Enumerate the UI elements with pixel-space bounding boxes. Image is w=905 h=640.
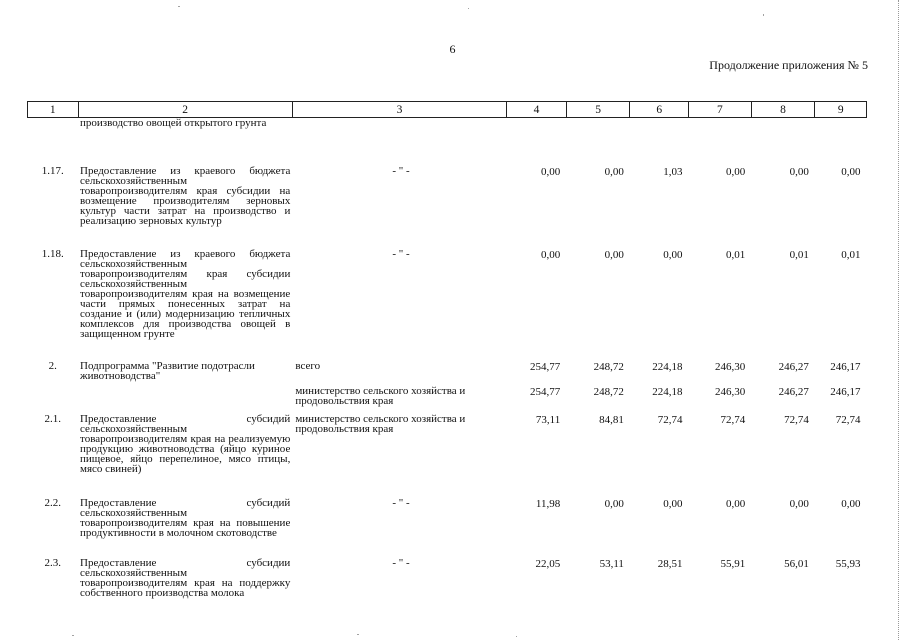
row-value: 224,18	[652, 360, 683, 373]
row-number: 2.2.	[44, 496, 62, 509]
row-number: 2.	[48, 359, 57, 372]
row-value: 0,00	[604, 248, 624, 261]
row-value: 246,30	[714, 360, 746, 373]
row-value: 0,00	[725, 165, 746, 178]
row-value: 0,00	[604, 165, 624, 178]
header-cell: 4	[507, 102, 567, 118]
row-value	[566, 118, 630, 166]
header-cell: 8	[751, 102, 815, 118]
row-value: 246,30	[714, 385, 746, 398]
row-number	[28, 118, 79, 166]
row-value: 0,00	[841, 497, 861, 510]
row-value: 0,00	[604, 497, 624, 510]
table-row	[28, 498, 867, 558]
row-value: 72,74	[784, 413, 809, 426]
row-value: 11,98	[535, 497, 561, 510]
row-source: всего	[295, 359, 321, 372]
row-value: 55,91	[720, 557, 746, 570]
table-row	[28, 118, 867, 166]
row-number: 1.18.	[41, 247, 64, 260]
header-cell: 9	[815, 102, 867, 118]
row-value: 0,01	[725, 248, 746, 261]
table-row	[28, 558, 867, 618]
table-row	[28, 386, 867, 414]
row-value: 246,17	[830, 385, 861, 398]
row-value: 248,72	[593, 385, 624, 398]
row-description: Предоставление субсидий сельскохозяйственным товаропроизводителям края на реализуемую продукцию животноводства (яйцо куриное пищевое, яйцо перепелиное, мясо птицы, мясо свиней)	[80, 412, 291, 475]
header-cell: 5	[566, 102, 630, 118]
row-description: Предоставление из краевого бюджета сельскохозяйственным товаропроизводителям края субсидии сельскохозяйственным товаропроизводителям края на возмещение части прямых понесенных затрат на создание и (или) модернизацию тепличных комплексов для производства овощей в защищенном грунте	[80, 247, 291, 340]
row-description: Предоставление субсидии сельскохозяйственным товаропроизводителям края на поддержку собственного производства молока	[80, 556, 291, 599]
row-value	[751, 118, 815, 166]
continuation-label: Продолжение приложения № 5	[709, 58, 868, 72]
header-cell: 1	[28, 102, 79, 118]
table-row	[28, 166, 867, 249]
row-value	[630, 118, 689, 166]
row-number: 2.1.	[44, 412, 62, 425]
header-cell: 7	[689, 102, 752, 118]
row-description	[78, 386, 292, 414]
row-value: 254,77	[530, 360, 561, 373]
row-value: 248,72	[593, 360, 624, 373]
row-value: 0,00	[541, 248, 561, 261]
row-description: производство овощей открытого грунта	[80, 117, 267, 129]
row-value: 72,74	[835, 413, 861, 426]
row-value: 56,01	[784, 557, 809, 570]
table-row	[28, 414, 867, 498]
row-value: 0,00	[841, 165, 861, 178]
row-source: - " -	[392, 496, 410, 509]
row-value: 246,17	[830, 360, 861, 373]
row-value: 0,00	[725, 497, 746, 510]
row-number	[28, 386, 79, 414]
row-value: 22,05	[535, 557, 561, 570]
row-value: 73,11	[535, 413, 561, 426]
row-value: 0,00	[541, 165, 561, 178]
scan-edge	[897, 0, 899, 640]
row-value: 55,93	[835, 557, 861, 570]
row-value: 53,11	[599, 557, 624, 570]
scan-speck	[516, 636, 517, 637]
page-number: 6	[449, 42, 456, 56]
scan-speck	[468, 8, 469, 9]
row-source: - " -	[392, 556, 410, 569]
row-value: 0,00	[789, 497, 809, 510]
appendix-table	[27, 101, 867, 618]
scan-speck	[763, 14, 764, 16]
row-value: 0,01	[789, 248, 809, 261]
row-value: 72,74	[657, 413, 683, 426]
row-source	[292, 118, 506, 166]
row-value: 246,27	[778, 360, 809, 373]
row-value: 28,51	[657, 557, 683, 570]
row-value: 84,81	[599, 413, 624, 426]
header-cell: 2	[78, 102, 292, 118]
row-description: Подпрограмма "Развитие подотрасли животноводства"	[80, 359, 255, 382]
row-value: 1,03	[663, 165, 683, 178]
row-value: 0,00	[663, 497, 683, 510]
row-value: 0,00	[663, 248, 683, 261]
row-source: министерство сельского хозяйства и продовольствия края	[295, 384, 466, 407]
scan-speck	[72, 635, 74, 636]
row-description: Предоставление из краевого бюджета сельскохозяйственным товаропроизводителям края субсидии на возмещение производителям зерновых культур части затрат на производство и реализацию зерновых культур	[80, 164, 291, 227]
row-description: Предоставление субсидий сельскохозяйственным товаропроизводителям края на повышение продуктивности в молочном скотоводстве	[80, 496, 291, 539]
row-value: 0,01	[841, 248, 861, 261]
scan-speck	[357, 634, 359, 635]
row-number: 2.3.	[44, 556, 62, 569]
row-value: 224,18	[652, 385, 683, 398]
row-value	[507, 118, 567, 166]
row-source: - " -	[392, 164, 410, 177]
table-row	[28, 361, 867, 386]
row-number: 1.17.	[41, 164, 64, 177]
header-row	[28, 102, 867, 118]
row-source: министерство сельского хозяйства и продовольствия края	[295, 412, 466, 435]
row-value	[689, 118, 752, 166]
row-value: 0,00	[789, 165, 809, 178]
row-value: 246,27	[778, 385, 809, 398]
scan-speck	[178, 6, 180, 7]
table-row	[28, 249, 867, 361]
header-cell: 6	[630, 102, 689, 118]
header-cell: 3	[292, 102, 506, 118]
row-value: 254,77	[530, 385, 561, 398]
row-value	[815, 118, 867, 166]
row-value: 72,74	[720, 413, 746, 426]
row-source: - " -	[392, 247, 410, 260]
